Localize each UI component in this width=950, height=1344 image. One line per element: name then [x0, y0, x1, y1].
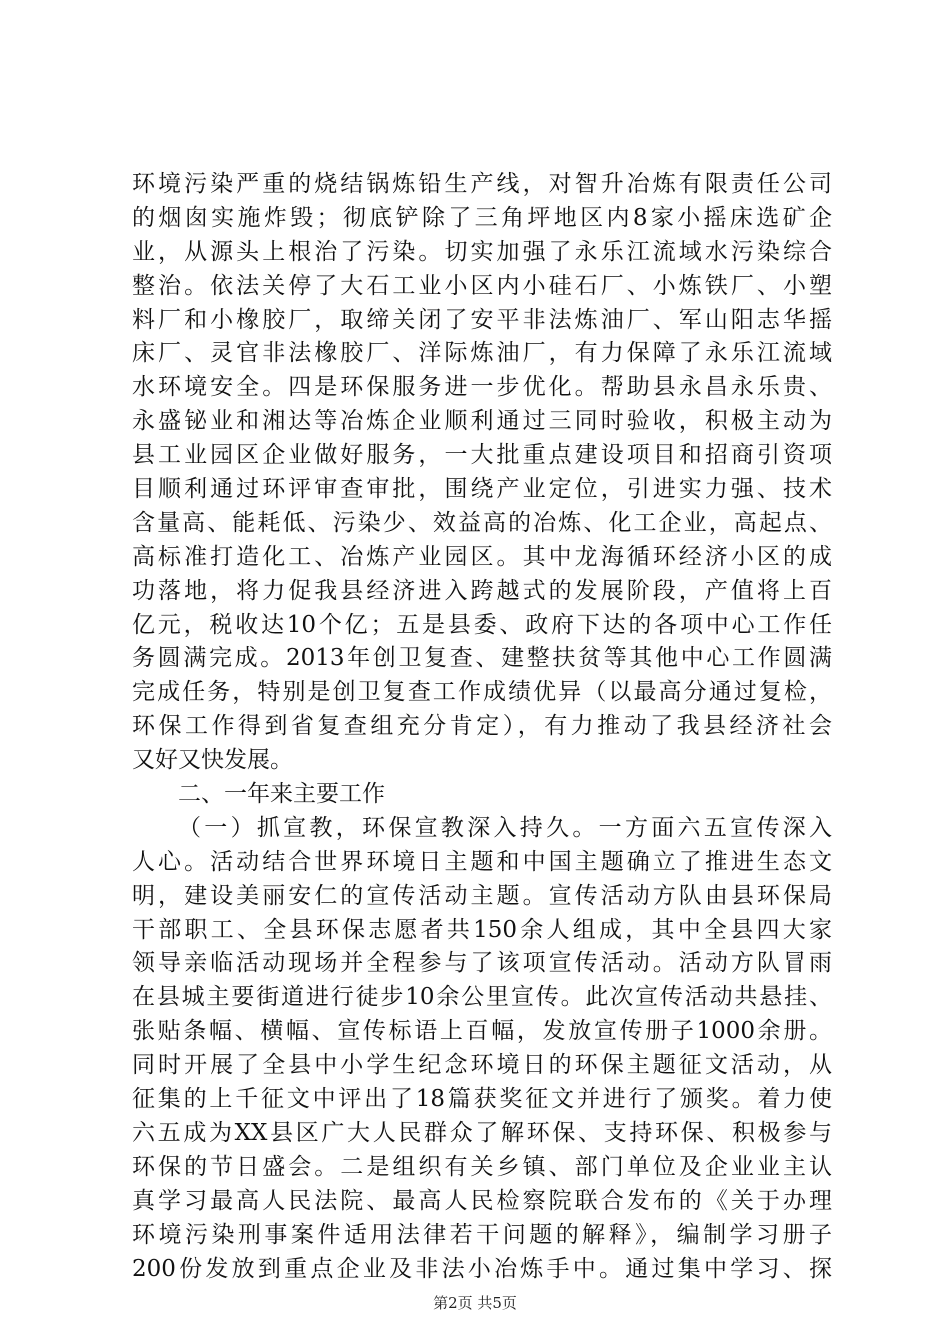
text-line: 目顺利通过环评审查审批，围绕产业定位，引进实力强、技术	[132, 476, 832, 503]
text-line: 在县城主要街道进行徒步10余公里宣传。此次宣传活动共悬挂、	[132, 984, 832, 1011]
text-line: 张贴条幅、横幅、宣传标语上百幅，发放宣传册子1000余册。	[132, 1018, 832, 1045]
text-line: 200份发放到重点企业及非法小冶炼手中。通过集中学习、探	[132, 1255, 832, 1282]
text-line: 的烟囱实施炸毁；彻底铲除了三角坪地区内8家小摇床选矿企	[132, 204, 832, 231]
text-line: 六五成为XX县区广大人民群众了解环保、支持环保、积极参与	[132, 1119, 832, 1146]
text-line: 又好又快发展。	[132, 747, 293, 774]
body-text	[132, 168, 832, 1286]
text-line: 业，从源头上根治了污染。切实加强了永乐江流域水污染综合	[132, 238, 832, 265]
text-line: 高标准打造化工、冶炼产业园区。其中龙海循环经济小区的成	[132, 543, 832, 570]
text-line: 环境污染刑事案件适用法律若干问题的解释》，编制学习册子	[132, 1221, 832, 1248]
text-line: 床厂、灵官非法橡胶厂、洋际炼油厂，有力保障了永乐江流域	[132, 340, 832, 367]
text-line: 务圆满完成。2013年创卫复查、建整扶贫等其他中心工作圆满	[132, 645, 832, 672]
text-line: 整治。依法关停了大石工业小区内小硅石厂、小炼铁厂、小塑	[132, 272, 832, 299]
text-line: （一）抓宣教，环保宣教深入持久。一方面六五宣传深入	[178, 814, 832, 841]
text-line: 料厂和小橡胶厂，取缔关闭了安平非法炼油厂、军山阳志华摇	[132, 306, 832, 333]
text-line: 永盛铋业和湘达等冶炼企业顺利通过三同时验收，积极主动为	[132, 408, 832, 435]
text-line: 水环境安全。四是环保服务进一步优化。帮助县永昌永乐贵、	[132, 374, 832, 401]
text-line: 完成任务，特别是创卫复查工作成绩优异（以最高分通过复检，	[132, 679, 832, 706]
page-number-footer: 第2页 共5页	[433, 1294, 517, 1312]
text-line: 亿元，税收达10个亿；五是县委、政府下达的各项中心工作任	[132, 611, 832, 638]
text-line: 干部职工、全县环保志愿者共150余人组成，其中全县四大家	[132, 916, 832, 943]
text-line: 环保工作得到省复查组充分肯定），有力推动了我县经济社会	[132, 713, 832, 740]
text-line: 明，建设美丽安仁的宣传活动主题。宣传活动方队由县环保局	[132, 882, 832, 909]
section-heading: 二、一年来主要工作	[178, 781, 385, 808]
text-line: 功落地，将力促我县经济进入跨越式的发展阶段，产值将上百	[132, 577, 832, 604]
text-line: 真学习最高人民法院、最高人民检察院联合发布的《关于办理	[132, 1187, 832, 1214]
text-line: 同时开展了全县中小学生纪念环境日的环保主题征文活动，从	[132, 1052, 832, 1079]
text-line: 人心。活动结合世界环境日主题和中国主题确立了推进生态文	[132, 848, 832, 875]
text-line: 县工业园区企业做好服务，一大批重点建设项目和招商引资项	[132, 442, 832, 469]
text-line: 征集的上千征文中评出了18篇获奖征文并进行了颁奖。着力使	[132, 1086, 832, 1113]
text-line: 环保的节日盛会。二是组织有关乡镇、部门单位及企业业主认	[132, 1153, 832, 1180]
text-line: 领导亲临活动现场并全程参与了该项宣传活动。活动方队冒雨	[132, 950, 832, 977]
text-line: 环境污染严重的烧结锅炼铅生产线，对智升冶炼有限责任公司	[132, 171, 832, 197]
text-line: 含量高、能耗低、污染少、效益高的冶炼、化工企业，高起点、	[132, 509, 832, 536]
